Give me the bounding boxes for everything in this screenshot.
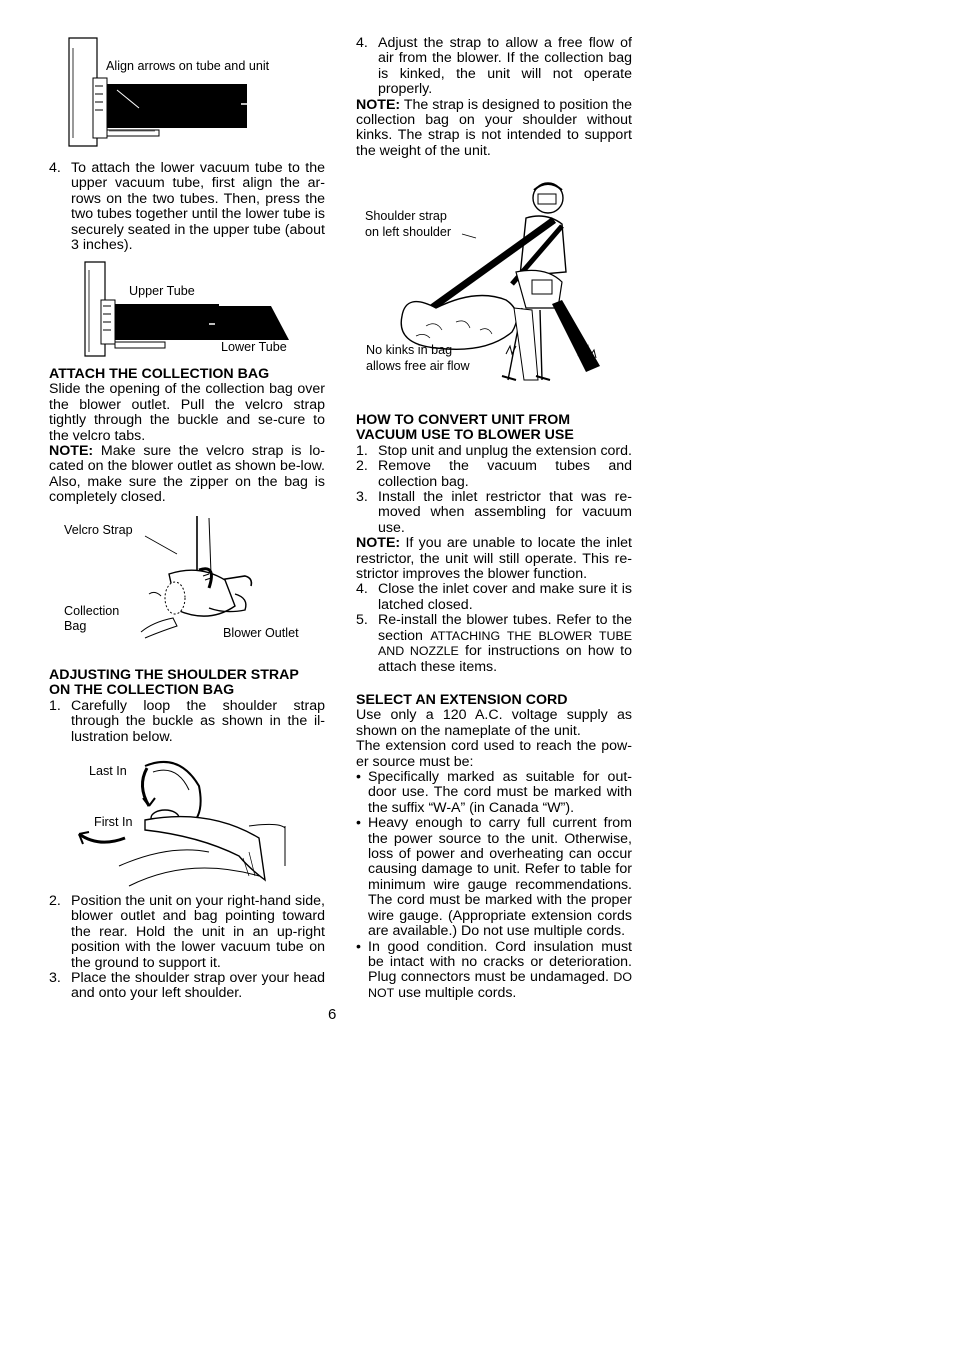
tube-unit-illustration xyxy=(49,38,325,150)
paragraph: Slide the opening of the collection bag over the blower outlet. Pull the velcro strap tightly through the buckle and se-cure to the velcro tabs. xyxy=(49,381,325,444)
note-text: The strap is designed to position the collection bag on your shoulder without kinks. The strap is not intended to support the weight of the unit. xyxy=(356,96,632,159)
figure-strap-buckle xyxy=(49,756,325,890)
step-number: 3. xyxy=(356,489,368,506)
step-number: 2. xyxy=(49,893,61,909)
bullet-warning: DO NOT xyxy=(368,970,632,1000)
figure-align-arrows xyxy=(49,38,325,150)
first-in-label: First In xyxy=(94,815,133,829)
bullet-text: In good condition. Cord insulation must be intact with no cracks or deterioration. Plug connectors must be undamaged. xyxy=(368,938,632,986)
step-3 xyxy=(49,971,325,1002)
figure-velcro-strap xyxy=(49,514,325,644)
step-text-pre: Re-install the blower tubes. Refer to the section xyxy=(378,612,632,644)
step-text: Adjust the strap to allow a free flow of air from the blower. If the collection bag is kinked, the unit will not operate properly. xyxy=(378,35,632,98)
step-number: 3. xyxy=(49,970,61,987)
step-text-post: for instructions on how to attach these items. xyxy=(378,643,632,675)
align-arrows-label: Align arrows on tube and unit xyxy=(106,59,270,73)
note-label: NOTE: xyxy=(356,535,401,552)
bullet-icon: • xyxy=(356,769,361,786)
left-step-4 xyxy=(49,161,325,253)
right-step-4-and-note xyxy=(356,36,632,159)
step-number: 1. xyxy=(49,697,61,714)
paragraph-requirements: The extension cord used to reach the pow-er source must be: xyxy=(356,738,632,770)
page-number: 6 xyxy=(328,1006,337,1023)
adjust-shoulder-strap-section xyxy=(49,668,325,745)
section-heading-line2: VACUUM USE TO BLOWER USE xyxy=(356,427,574,444)
blower-outlet-label: Blower Outlet xyxy=(223,626,299,640)
step-2 xyxy=(49,894,325,971)
shoulder-strap-label-line2: on left shoulder xyxy=(365,225,452,239)
bullet-text: Specifically marked as suitable for out-door use. The cord must be marked with the suffix “W-A” (in Canada “W”). xyxy=(368,769,632,816)
bullet-item xyxy=(356,816,632,939)
step-text: Position the unit on your right-hand side, blower outlet and bag pointing toward the rear. Hold the unit in an up-right position with the lower vacuum tube on the ground to support it. xyxy=(71,893,325,971)
step-text: To attach the lower vacuum tube to the upper vacuum tube, first align the ar-rows on the two tubes. Then, press the two tubes together until the lower tube is securely seated in the upper tube (about 3 inches). xyxy=(71,160,325,254)
step-number: 2. xyxy=(356,458,368,475)
section-heading-line1: ADJUSTING THE SHOULDER STRAP xyxy=(49,667,299,683)
velcro-strap-label: Velcro Strap xyxy=(64,523,133,537)
no-kinks-label-line2: allows free air flow xyxy=(366,359,470,373)
bullet-text-tail: use multiple cords. xyxy=(394,984,517,1001)
step-number: 4. xyxy=(356,35,368,51)
convert-unit-section xyxy=(356,413,632,675)
shoulder-strap-label-line1: Shoulder strap xyxy=(365,209,447,223)
note-text: Make sure the velcro strap is lo-cated on the blower outlet as shown be-low. Also, make sure the zipper on the bag is completely closed. xyxy=(49,443,325,506)
attach-collection-bag-section xyxy=(49,367,325,506)
note xyxy=(356,98,632,160)
lower-tube-label: Lower Tube xyxy=(221,340,287,354)
section-reference: ATTACHING THE BLOWER TUBE AND NOZZLE xyxy=(378,628,632,659)
step-number: 4. xyxy=(49,160,61,176)
step-number: 4. xyxy=(356,581,368,598)
note-label: NOTE: xyxy=(356,96,401,113)
step-number: 5. xyxy=(356,612,368,629)
bullet-item xyxy=(356,940,632,1002)
step-text: Carefully loop the shoulder strap through the buckle as shown in the il-lustration below. xyxy=(71,697,325,745)
convert-step-2 xyxy=(356,459,632,490)
note xyxy=(356,536,632,582)
paragraph-voltage: Use only a 120 A.C. voltage supply as shown on the nameplate of the unit. xyxy=(356,707,632,739)
convert-step-1 xyxy=(356,444,632,459)
bullet-icon: • xyxy=(356,938,361,955)
bullet-icon: • xyxy=(356,815,361,832)
note xyxy=(49,444,325,506)
convert-step-5 xyxy=(356,613,632,675)
convert-step-3 xyxy=(356,490,632,536)
step-text: Remove the vacuum tubes and collection bag. xyxy=(378,458,632,490)
figure-person-with-bag xyxy=(356,176,632,386)
section-heading-line1: HOW TO CONVERT UNIT FROM xyxy=(356,412,571,428)
section-heading-line2: ON THE COLLECTION BAG xyxy=(49,682,235,699)
step-number: 1. xyxy=(356,442,368,459)
bullet-item xyxy=(356,770,632,816)
step-text: Close the inlet cover and make sure it is latched closed. xyxy=(378,581,632,613)
figure-upper-lower-tube xyxy=(49,262,325,358)
collection-bag-label-line1: Collection xyxy=(64,604,120,618)
convert-step-4 xyxy=(356,582,632,613)
upper-tube-label: Upper Tube xyxy=(129,284,195,298)
section-heading: ATTACH THE COLLECTION BAG xyxy=(49,366,270,382)
step-1 xyxy=(49,699,325,745)
left-steps-2-3 xyxy=(49,894,325,1002)
section-heading: SELECT AN EXTENSION CORD xyxy=(356,692,568,708)
step-text: Install the inlet restrictor that was re-moved when assembling for vacuum use. xyxy=(378,489,632,536)
step-4 xyxy=(356,36,632,98)
last-in-label: Last In xyxy=(89,764,127,778)
collection-bag-label-line2: Bag xyxy=(64,619,87,633)
bullet-text: Heavy enough to carry full current from the power source to the unit. Otherwise, loss of power and overheating can occur causing damage to unit. Refer to table for minimum wire gauge recommendations. The cord must be marked with the proper wire gauge. (Appropriate extension cords are available.) Do not use multiple cords. xyxy=(368,815,632,940)
extension-cord-section xyxy=(356,693,632,1001)
step-text: Place the shoulder strap over your head and onto your left shoulder. xyxy=(71,970,325,1002)
note-label: NOTE: xyxy=(49,443,94,460)
no-kinks-label-line1: No kinks in bag xyxy=(366,343,453,357)
note-text: If you are unable to locate the inlet restrictor, the unit will still operate. This re-strictor improves the blower function. xyxy=(356,535,632,583)
step-text: Stop unit and unplug the extension cord. xyxy=(378,442,632,459)
